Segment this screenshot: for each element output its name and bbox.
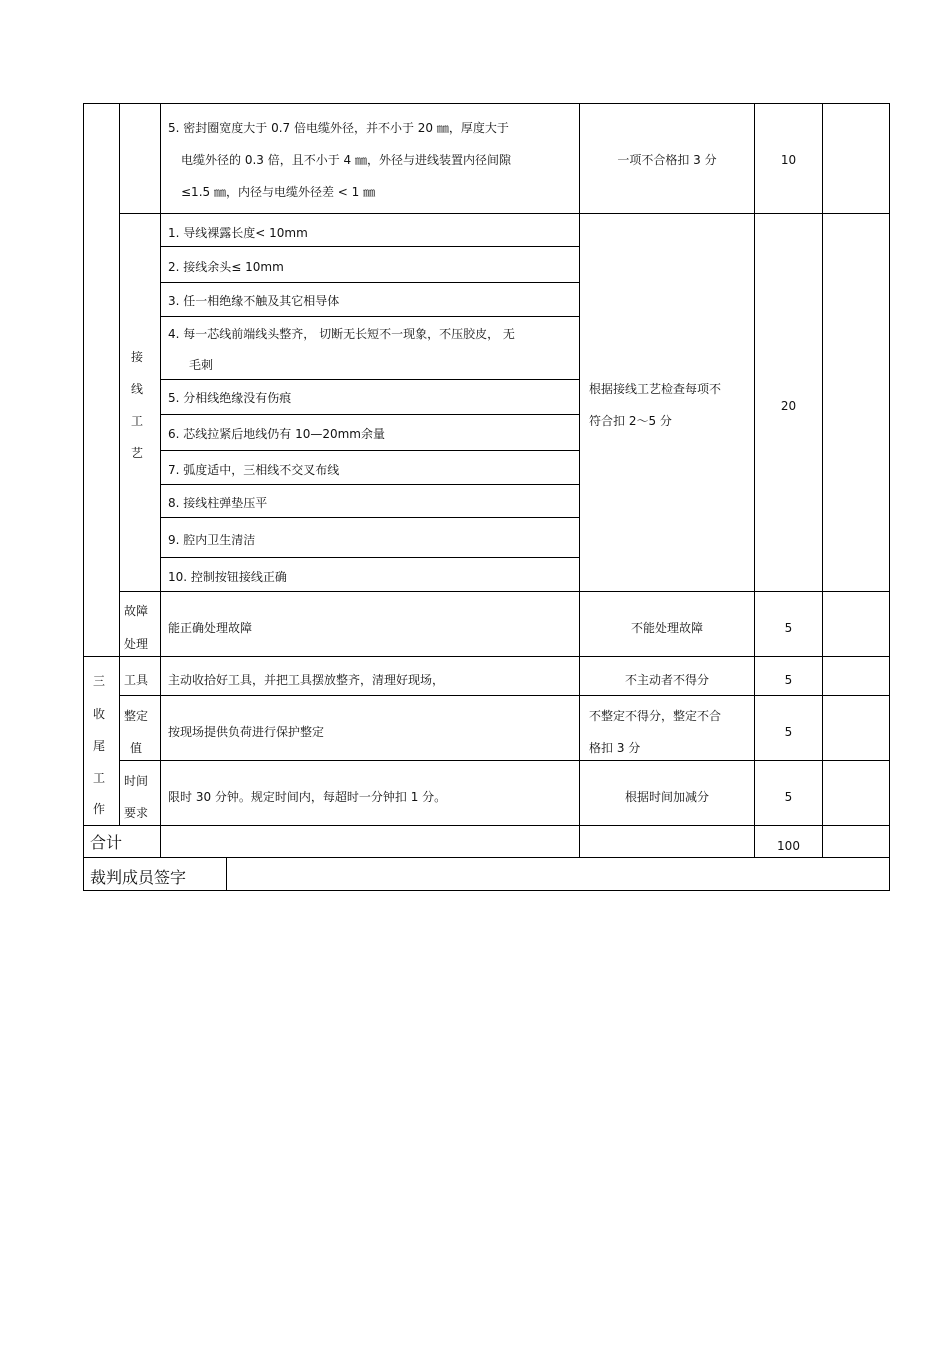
- total-score: 100: [777, 839, 800, 853]
- table-rule: [119, 695, 890, 696]
- setting-label-line1: 整定: [124, 709, 149, 723]
- table-rule: [83, 103, 84, 891]
- table-rule: [83, 825, 890, 826]
- table-rule: [160, 557, 579, 558]
- table-rule: [119, 103, 120, 825]
- time-label-line2: 要求: [124, 806, 149, 820]
- time-label-line1: 时间: [124, 774, 149, 788]
- total-label: 合计: [90, 833, 123, 852]
- wiring-score: 20: [780, 399, 797, 413]
- setting-label-line2: 值: [130, 741, 143, 755]
- signature-label: 裁判成员签字: [90, 868, 187, 887]
- setting-deduction-line2: 格扣 3 分: [589, 741, 641, 755]
- signature-field[interactable]: [227, 858, 889, 890]
- table-rule: [160, 379, 579, 380]
- fault-deduction: 不能处理故障: [630, 621, 703, 635]
- seal-item-line1: 5. 密封圈宽度大于 0.7 倍电缆外径，并不小于 20 ㎜，厚度大于: [168, 121, 509, 135]
- time-deduction: 根据时间加减分: [624, 790, 709, 804]
- table-rule: [160, 484, 579, 485]
- wiring-item: 3. 任一相绝缘不触及其它相导体: [168, 294, 340, 308]
- table-rule: [754, 103, 755, 858]
- table-rule: [579, 103, 580, 858]
- wiring-item: 6. 芯线拉紧后地线仍有 10—20mm余量: [168, 427, 385, 441]
- fault-content: 能正确处理故障: [168, 621, 253, 635]
- table-rule: [160, 316, 579, 317]
- closing-section-char: 尾: [92, 739, 105, 753]
- fault-score: 5: [784, 621, 793, 635]
- table-rule: [119, 760, 890, 761]
- seal-item-line3: ≤1.5 ㎜，内径与电缆外径差 < 1 ㎜: [181, 185, 376, 199]
- tools-label: 工具: [124, 673, 149, 687]
- wiring-item: 7. 弧度适中，三相线不交叉布线: [168, 463, 340, 477]
- wiring-category-char: 接: [130, 350, 143, 364]
- fault-label-line2: 处理: [124, 637, 149, 651]
- table-rule: [160, 282, 579, 283]
- table-rule: [119, 213, 890, 214]
- wiring-item: 10. 控制按钮接线正确: [168, 570, 287, 584]
- fault-label-line1: 故障: [124, 604, 149, 618]
- closing-section-char: 作: [92, 802, 105, 816]
- setting-content: 按现场提供负荷进行保护整定: [168, 725, 325, 739]
- wiring-item: 9. 腔内卫生清洁: [168, 533, 256, 547]
- time-score: 5: [784, 790, 793, 804]
- table-rule: [83, 890, 890, 891]
- time-content: 限时 30 分钟。规定时间内，每超时一分钟扣 1 分。: [168, 790, 447, 804]
- setting-deduction-line1: 不整定不得分，整定不合: [589, 709, 722, 723]
- wiring-item: 4. 每一芯线前端线头整齐， 切断无长短不一现象，不压胶皮， 无: [168, 327, 515, 341]
- table-rule: [160, 103, 161, 858]
- seal-deduction: 一项不合格扣 3 分: [617, 153, 717, 167]
- setting-score: 5: [784, 725, 793, 739]
- table-rule: [119, 591, 890, 592]
- wiring-item: 1. 导线裸露长度< 10mm: [168, 226, 308, 240]
- wiring-item: 5. 分相线绝缘没有伤痕: [168, 391, 292, 405]
- table-rule: [160, 414, 579, 415]
- wiring-item-continuation: 毛刺: [189, 358, 214, 372]
- tools-score: 5: [784, 673, 793, 687]
- wiring-deduction-line1: 根据接线工艺检查每项不: [589, 382, 722, 396]
- table-rule: [83, 656, 890, 657]
- wiring-category-char: 线: [130, 382, 143, 396]
- closing-section-char: 收: [92, 707, 105, 721]
- closing-section-char: 三: [92, 674, 105, 688]
- closing-section-char: 工: [92, 771, 105, 785]
- wiring-item: 8. 接线柱弹垫压平: [168, 496, 268, 510]
- table-rule: [160, 450, 579, 451]
- wiring-category-char: 艺: [130, 446, 143, 460]
- seal-score: 10: [780, 153, 797, 167]
- wiring-category-char: 工: [130, 414, 143, 428]
- table-rule: [83, 103, 890, 104]
- seal-item-line2: 电缆外径的 0.3 倍，且不小于 4 ㎜，外径与进线装置内径间隙: [181, 153, 511, 167]
- wiring-deduction-line2: 符合扣 2～5 分: [589, 414, 672, 428]
- table-rule: [889, 103, 890, 891]
- table-rule: [822, 103, 823, 858]
- tools-deduction: 不主动者不得分: [624, 673, 709, 687]
- wiring-item: 2. 接线余头≤ 10mm: [168, 260, 284, 274]
- tools-content: 主动收拾好工具，并把工具摆放整齐，清理好现场，: [168, 673, 445, 687]
- table-rule: [160, 517, 579, 518]
- table-rule: [160, 246, 579, 247]
